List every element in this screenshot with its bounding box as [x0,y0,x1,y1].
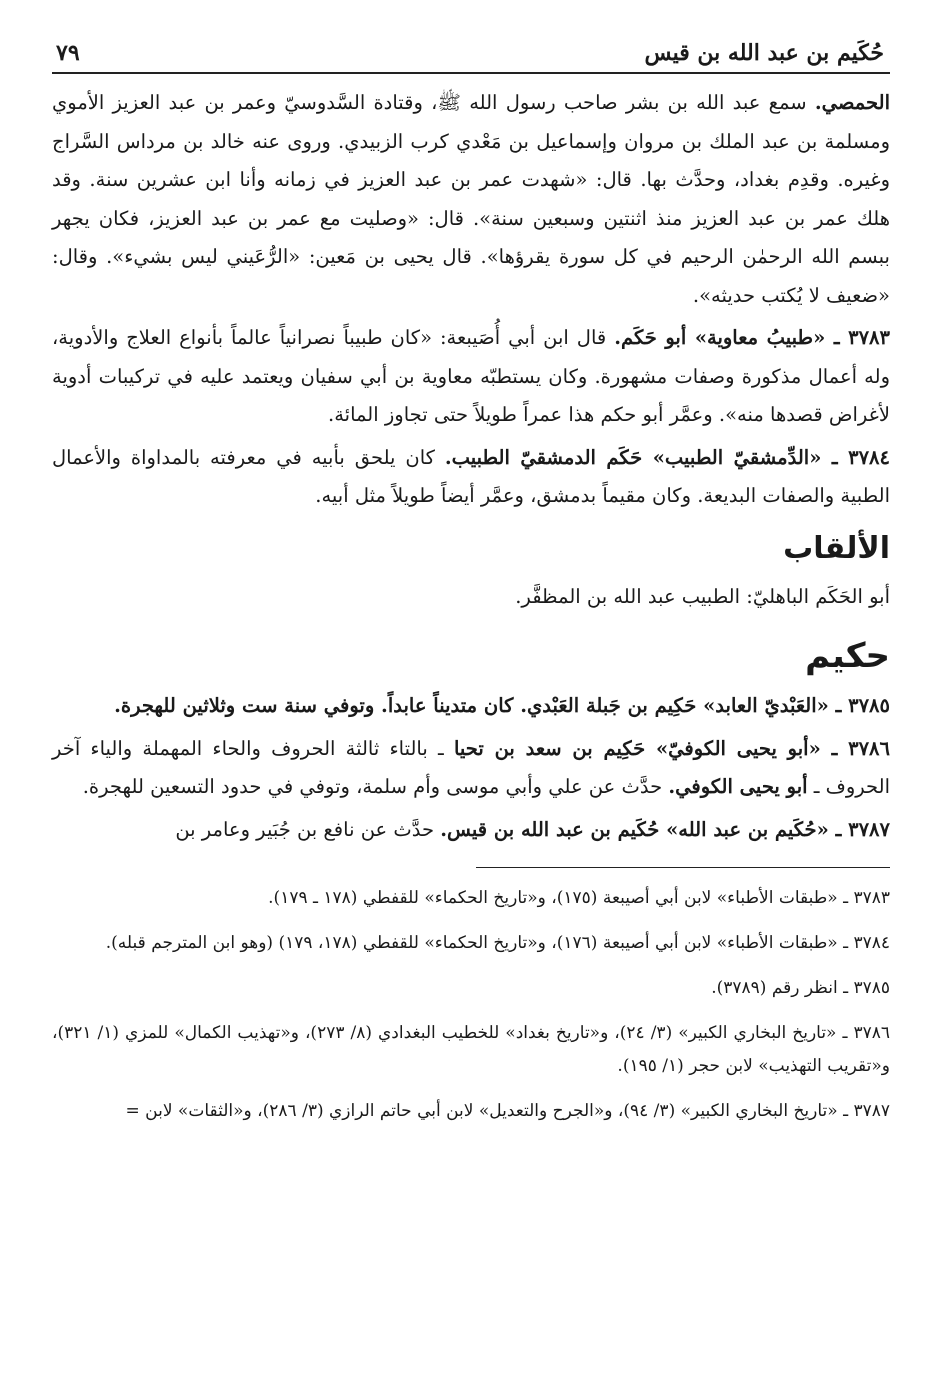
page-number: ٧٩ [56,40,80,66]
running-header [52,22,890,74]
paragraph-text: سمع عبد الله بن بشر صاحب رسول الله ﷺ، وقتادة السَّدوسيّ وعمر بن عبد العزيز الأموي ومسلمة بن عبد الملك بن مروان وإسماعيل بن مَعْدي كرب الزبيدي. وروى عنه خالد بن مرداس السَّراج وغيره. وقدِم بغداد، وحدَّث بها. قال: «شهدت عمر بن عبد العزيز في زمانه وأنا ابن عشرين سنة. وقد هلك عمر بن عبد العزيز منذ اثنتين وسبعين سنة». قال: «وصليت مع عمر بن عبد العزيز، فكان يجهر ببسم الله الرحمٰن الرحيم في كل سورة يقرؤها». قال يحيى بن مَعين: «الرُّعَيني ليس بشيء». وقال: «ضعيف لا يُكتب حديثه». [52,91,891,307]
entry-text: ـ بالتاء ثالثة الحروف والحاء المهملة والياء آخر الحروف ـ [52,736,890,798]
entry-heading: ٣٧٨٥ ـ «العَبْديّ العابد» حَكِيم بن جَبلة العَبْدي. كان متديناً عابداً. وتوفي سنة ست وثلاثين للهجرة. [114,694,890,717]
footnote-divider [476,867,890,868]
section-heading-alqab: الألقاب [783,530,890,566]
entry-3787 [52,811,890,850]
entry-text: قال ابن أبي أُصَيبعة: «كان طبيباً نصرانياً عالماً بأنواع العلاج والأدوية، وله أعمال مذكورة وصفات مشهورة. وكان يستطبّه معاوية بن أبي سفيان ويعتمد عليه في تركيبات أدوية لأغراض قصدها منه». وعمَّر أبو حكم هذا عمراً طويلاً حتى تجاوز المائة. [52,326,890,426]
entry-text: حدَّث عن نافع بن جُبَير وعامر بن [175,817,441,841]
book-page [52,22,890,1140]
footnote-3784: ٣٧٨٤ ـ «طبقات الأطباء» لابن أبي أصيبعة (١٧٦)، و«تاريخ الحكماء» للقفطي (١٧٨، ١٧٩) (وهو ابن المترجم قبله). [105,933,890,953]
section-heading-hakim: حكيم [805,635,890,676]
laqab-entry: أبو الحَكَم الباهليّ: الطبيب عبد الله بن المظفَّر. [515,585,890,608]
entry-bold-name: أبو يحيى الكوفي. [668,775,808,798]
footnote-3786: ٣٧٨٦ ـ «تاريخ البخاري الكبير» (٣/ ٢٤)، و«تاريخ بغداد» للخطيب البغدادي (٨/ ٢٧٣)، و«تهذيب الكمال» للمزي (١/ ٣٢١)، و«تقريب التهذيب» لابن حجر (١/ ١٩٥). [52,1023,890,1076]
entry-heading: ٣٧٨٣ ـ «طبيبُ معاوية» أبو حَكَم. [614,326,890,349]
entry-heading: ٣٧٨٦ ـ «أبو يحيى الكوفيّ» حَكِيم بن سعد بن تحيا [453,736,890,760]
footnote-3783: ٣٧٨٣ ـ «طبقات الأطباء» لابن أبي أصيبعة (١٧٥)، و«تاريخ الحكماء» للقفطي (١٧٨ ـ ١٧٩). [268,888,890,908]
entry-3784 [52,439,890,516]
running-title: حُكَيم بن عبد الله بن قيس [644,40,884,66]
entry-text: كان يلحق بأبيه في معرفته بالمداواة والأعمال الطبية والصفات البديعة. وكان مقيماً بدمشق، وعمَّر أيضاً طويلاً مثل أبيه. [52,445,890,507]
entry-3786 [52,730,890,807]
entry-3783 [52,319,890,435]
footnotes [52,882,890,1128]
entry-3785 [52,687,890,726]
footnote-3787: ٣٧٨٧ ـ «تاريخ البخاري الكبير» (٣/ ٩٤)، و«الجرح والتعديل» لابن أبي حاتم الرازي (٣/ ٢٨٦)، و«الثقات» لابن = [125,1101,890,1121]
entry-heading: ٣٧٨٧ ـ «حُكَيم بن عبد الله» حُكَيم بن عبد الله بن قيس. [440,817,890,841]
bold-lead: الحمصي. [814,91,890,114]
entry-text-rest: حدَّث عن علي وأبي موسى وأم سلمة، وتوفي في حدود التسعين للهجرة. [82,775,669,798]
main-text [52,84,890,849]
footnote-3785: ٣٧٨٥ ـ انظر رقم (٣٧٨٩). [711,978,890,998]
paragraph-continuation [52,84,890,315]
entry-heading: ٣٧٨٤ ـ «الدِّمشقيّ الطبيب» حَكَم الدمشقيّ الطبيب. [444,445,890,469]
